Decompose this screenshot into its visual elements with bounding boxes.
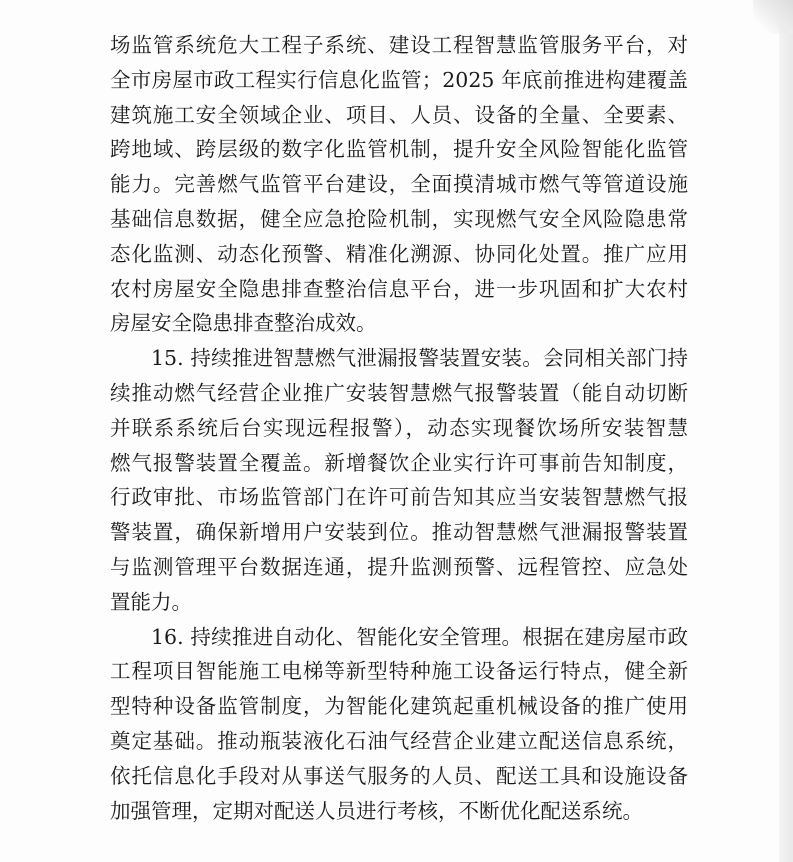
text-line-13: 燃气报警装置全覆盖。新增餐饮企业实行许可事前告知制度， <box>110 450 688 475</box>
text-line-7: 态化监测、动态化预警、精准化溯源、协同化处置。推广应用 <box>110 241 688 266</box>
page-corner-fold <box>753 0 793 34</box>
text-line-12: 并联系系统后台实现远程报警），动态实现餐饮场所安装智慧 <box>110 415 688 440</box>
text-line-20: 型特种设备监管制度，为智能化建筑起重机械设备的推广使用 <box>110 694 688 719</box>
text-line-14: 行政审批、市场监管部门在许可前告知其应当安装智慧燃气报 <box>110 485 688 510</box>
text-line-2: 全市房屋市政工程实行信息化监管；2025 年底前推进构建覆盖 <box>110 67 688 92</box>
text-line-11: 续推动燃气经营企业推广安装智慧燃气报警装置（能自动切断 <box>110 380 688 405</box>
text-line-22: 依托信息化手段对从事送气服务的人员、配送工具和设施设备 <box>110 763 688 788</box>
text-line-8: 农村房屋安全隐患排查整治信息平台，进一步巩固和扩大农村 <box>110 276 688 301</box>
section-15-heading-line: 15. 持续推进智慧燃气泄漏报警装置安装。会同相关部门持 <box>151 346 688 371</box>
text-line-4: 跨地域、跨层级的数字化监管机制，提升安全风险智能化监管 <box>110 137 688 162</box>
text-line-6: 基础信息数据，健全应急抢险机制，实现燃气安全风险隐患常 <box>110 206 688 231</box>
text-line-5: 能力。完善燃气监管平台建设，全面摸清城市燃气等管道设施 <box>110 172 688 197</box>
text-line-3: 建筑施工安全领域企业、项目、人员、设备的全量、全要素、 <box>110 102 688 127</box>
text-line-23: 加强管理，定期对配送人员进行考核，不断优化配送系统。 <box>110 798 643 823</box>
page-edge-shadow <box>779 0 793 862</box>
text-line-21: 奠定基础。推动瓶装液化石油气经营企业建立配送信息系统， <box>110 728 688 753</box>
section-16-heading-line: 16. 持续推进自动化、智能化安全管理。根据在建房屋市政 <box>151 624 688 649</box>
text-line-9: 房屋安全隐患排查整治成效。 <box>110 311 377 336</box>
document-body <box>110 28 688 828</box>
text-line-16: 与监测管理平台数据连通，提升监测预警、远程管控、应急处 <box>110 554 688 579</box>
text-line-17: 置能力。 <box>110 589 192 614</box>
text-line-19: 工程项目智能施工电梯等新型特种施工设备运行特点，健全新 <box>110 659 688 684</box>
text-line-15: 警装置，确保新增用户安装到位。推动智慧燃气泄漏报警装置 <box>110 520 688 545</box>
text-line-1: 场监管系统危大工程子系统、建设工程智慧监管服务平台，对 <box>110 33 688 57</box>
